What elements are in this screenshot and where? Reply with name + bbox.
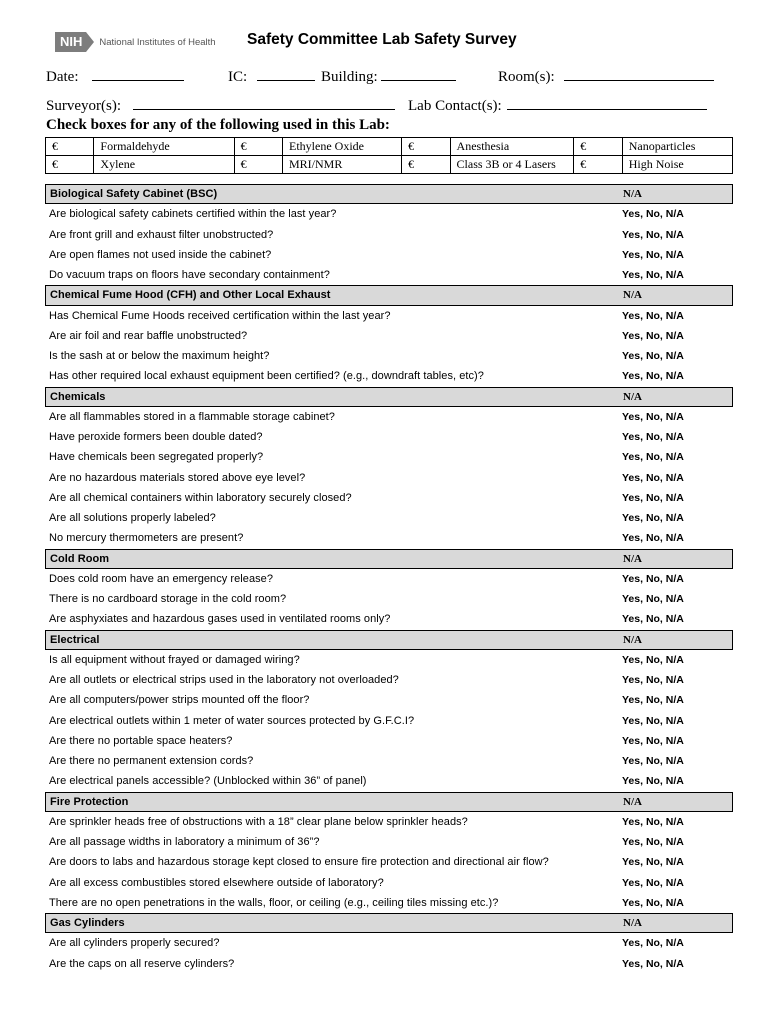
ic-field[interactable] <box>228 68 315 86</box>
checkbox-label: MRI/NMR <box>283 156 402 174</box>
question-text: There is no cardboard storage in the cold room? <box>49 593 287 605</box>
question-row <box>45 832 733 852</box>
question-text: Are all solutions properly labeled? <box>49 512 216 524</box>
answer-options[interactable]: Yes, No, N/A <box>622 714 684 727</box>
checkbox-row <box>46 138 733 156</box>
section-na-option[interactable]: N/A <box>623 917 642 929</box>
question-row <box>45 528 733 548</box>
building-blank[interactable] <box>381 68 456 81</box>
answer-options[interactable]: Yes, No, N/A <box>622 896 684 909</box>
checkbox-label: High Noise <box>622 156 732 174</box>
page-title: Safety Committee Lab Safety Survey <box>247 31 517 48</box>
question-text: Are electrical outlets within 1 meter of water sources protected by G.F.C.I? <box>49 714 415 727</box>
question-text: Are all outlets or electrical strips used in the laboratory not overloaded? <box>49 674 399 686</box>
section-na-option[interactable]: N/A <box>623 633 642 646</box>
nih-logo <box>55 31 216 53</box>
ic-blank[interactable] <box>257 68 315 81</box>
question-row <box>45 609 733 629</box>
question-text: Are no hazardous materials stored above eye level? <box>49 471 306 484</box>
lab-contacts-field[interactable] <box>408 97 707 115</box>
section-header <box>45 387 733 407</box>
question-text: Are there no portable space heaters? <box>49 734 233 747</box>
question-text: Does cold room have an emergency release? <box>49 572 274 585</box>
checkbox[interactable]: € <box>402 138 450 156</box>
answer-options[interactable]: Yes, No, N/A <box>622 410 684 423</box>
question-row <box>45 731 733 751</box>
question-row <box>45 852 733 872</box>
checkbox-label: Ethylene Oxide <box>283 138 402 156</box>
answer-options[interactable]: Yes, No, N/A <box>622 451 684 464</box>
question-row <box>45 366 733 386</box>
question-text: Are all computers/power strips mounted off the floor? <box>49 694 310 707</box>
checkbox[interactable]: € <box>46 138 94 156</box>
section-header <box>45 792 733 812</box>
building-label: Building: <box>321 69 378 85</box>
question-text: Have chemicals been segregated properly? <box>49 451 264 464</box>
answer-options[interactable]: Yes, No, N/A <box>622 491 684 504</box>
answer-options[interactable]: Yes, No, N/A <box>622 370 684 383</box>
answer-options[interactable]: Yes, No, N/A <box>622 937 684 950</box>
question-text: Have peroxide formers been double dated? <box>49 431 263 443</box>
section-header <box>45 549 733 569</box>
rooms-field[interactable] <box>498 68 714 86</box>
question-text: There are no open penetrations in the walls, floor, or ceiling (e.g., ceiling tiles missing etc.)? <box>49 896 499 909</box>
answer-options[interactable]: Yes, No, N/A <box>622 572 684 585</box>
section-na-option[interactable]: N/A <box>623 552 642 565</box>
question-row <box>45 771 733 791</box>
date-blank[interactable] <box>92 68 184 81</box>
question-row <box>45 306 733 326</box>
question-text: Is all equipment without frayed or damaged wiring? <box>49 653 300 666</box>
answer-options[interactable]: Yes, No, N/A <box>622 836 684 848</box>
question-text: Are all excess combustibles stored elsewhere outside of laboratory? <box>49 876 384 889</box>
answer-options[interactable]: Yes, No, N/A <box>622 350 684 362</box>
survey-table <box>45 184 733 974</box>
question-row <box>45 873 733 893</box>
question-row <box>45 508 733 528</box>
checkbox-label: Anesthesia <box>450 138 574 156</box>
lab-contacts-blank[interactable] <box>507 97 707 110</box>
section-header <box>45 184 733 204</box>
question-row <box>45 954 733 974</box>
question-row <box>45 569 733 589</box>
answer-options[interactable]: Yes, No, N/A <box>622 815 684 828</box>
date-field[interactable] <box>46 68 184 86</box>
section-na-option[interactable]: N/A <box>623 289 642 302</box>
question-row <box>45 245 733 265</box>
question-row <box>45 225 733 245</box>
checkbox-label: Formaldehyde <box>94 138 234 156</box>
checkbox[interactable]: € <box>402 156 450 174</box>
rooms-blank[interactable] <box>564 68 714 81</box>
section-title: Fire Protection <box>50 795 129 808</box>
surveyors-blank[interactable] <box>133 97 395 110</box>
question-row <box>45 447 733 467</box>
question-row <box>45 933 733 953</box>
answer-options[interactable]: Yes, No, N/A <box>622 329 684 342</box>
checkbox-label: Xylene <box>94 156 234 174</box>
checkbox-label: Class 3B or 4 Lasers <box>450 156 574 174</box>
question-row <box>45 265 733 285</box>
checkbox-label: Nanoparticles <box>622 138 732 156</box>
question-row <box>45 326 733 346</box>
question-row <box>45 670 733 690</box>
checkbox-heading: Check boxes for any of the following used in this Lab: <box>46 117 390 133</box>
answer-options[interactable]: Yes, No, N/A <box>622 613 684 626</box>
checkbox[interactable]: € <box>574 138 622 156</box>
section-title: Biological Safety Cabinet (BSC) <box>50 188 218 200</box>
question-text: Are all cylinders properly secured? <box>49 937 220 950</box>
question-text: Are air foil and rear baffle unobstructed? <box>49 329 248 342</box>
question-row <box>45 589 733 609</box>
question-text: Are electrical panels accessible? (Unblocked within 36” of panel) <box>49 775 367 788</box>
answer-options[interactable]: Yes, No, N/A <box>622 208 684 221</box>
answer-options[interactable]: Yes, No, N/A <box>622 471 684 484</box>
question-text: Is the sash at or below the maximum height? <box>49 350 270 362</box>
date-label: Date: <box>46 69 79 85</box>
answer-options[interactable]: Yes, No, N/A <box>622 532 684 545</box>
section-header <box>45 285 733 305</box>
answer-options[interactable]: Yes, No, N/A <box>622 431 684 443</box>
answer-options[interactable]: Yes, No, N/A <box>622 269 684 281</box>
answer-options[interactable]: Yes, No, N/A <box>622 593 684 605</box>
section-title: Gas Cylinders <box>50 917 125 929</box>
lab-contacts-label: Lab Contact(s): <box>408 98 502 114</box>
section-title: Electrical <box>50 633 100 646</box>
question-text: Are there no permanent extension cords? <box>49 755 254 767</box>
answer-options[interactable]: Yes, No, N/A <box>622 856 684 869</box>
checkbox-row <box>46 156 733 174</box>
question-row <box>45 204 733 224</box>
nih-logo-mark: NIH <box>55 32 86 52</box>
question-text: Are sprinkler heads free of obstructions with a 18” clear plane below sprinkler heads? <box>49 815 468 828</box>
question-row <box>45 690 733 710</box>
answer-options[interactable]: Yes, No, N/A <box>622 309 684 322</box>
question-row <box>45 346 733 366</box>
section-header <box>45 630 733 650</box>
question-text: Are the caps on all reserve cylinders? <box>49 957 235 970</box>
section-title: Chemicals <box>50 390 106 403</box>
answer-options[interactable]: Yes, No, N/A <box>622 694 684 707</box>
question-row <box>45 427 733 447</box>
question-row <box>45 407 733 427</box>
section-na-option[interactable]: N/A <box>623 188 642 200</box>
question-row <box>45 488 733 508</box>
checkbox[interactable]: € <box>234 138 282 156</box>
section-title: Cold Room <box>50 552 110 565</box>
question-text: Are all flammables stored in a flammable storage cabinet? <box>49 410 335 423</box>
answer-options[interactable]: Yes, No, N/A <box>622 653 684 666</box>
ic-label: IC: <box>228 69 248 85</box>
question-text: No mercury thermometers are present? <box>49 532 244 545</box>
question-row <box>45 650 733 670</box>
section-header <box>45 913 733 933</box>
question-text: Are biological safety cabinets certified within the last year? <box>49 208 337 221</box>
question-text: Are open flames not used inside the cabinet? <box>49 248 272 261</box>
section-title: Chemical Fume Hood (CFH) and Other Local Exhaust <box>50 289 331 302</box>
checkbox[interactable]: € <box>46 156 94 174</box>
answer-options[interactable]: Yes, No, N/A <box>622 876 684 889</box>
answer-options[interactable]: Yes, No, N/A <box>622 248 684 261</box>
question-text: Do vacuum traps on floors have secondary containment? <box>49 269 330 281</box>
section-na-option[interactable]: N/A <box>623 795 642 808</box>
chevron-icon <box>86 32 94 52</box>
question-text: Are all chemical containers within laboratory securely closed? <box>49 491 352 504</box>
answer-options[interactable]: Yes, No, N/A <box>622 957 684 970</box>
question-row <box>45 468 733 488</box>
question-row <box>45 812 733 832</box>
hazard-checkbox-table <box>45 137 733 174</box>
section-na-option[interactable]: N/A <box>623 390 642 403</box>
answer-options[interactable]: Yes, No, N/A <box>622 228 684 241</box>
building-field[interactable] <box>321 68 456 86</box>
surveyors-field[interactable] <box>46 97 395 115</box>
question-text: Are all passage widths in laboratory a minimum of 36”? <box>49 836 320 848</box>
rooms-label: Room(s): <box>498 69 555 85</box>
question-text: Has other required local exhaust equipment been certified? (e.g., downdraft tables, etc)? <box>49 370 484 383</box>
question-row <box>45 751 733 771</box>
question-text: Has Chemical Fume Hoods received certification within the last year? <box>49 309 391 322</box>
question-text: Are front grill and exhaust filter unobstructed? <box>49 228 274 241</box>
question-row <box>45 893 733 913</box>
surveyors-label: Surveyor(s): <box>46 98 121 114</box>
checkbox[interactable]: € <box>574 156 622 174</box>
question-row <box>45 711 733 731</box>
answer-options[interactable]: Yes, No, N/A <box>622 674 684 686</box>
answer-options[interactable]: Yes, No, N/A <box>622 775 684 788</box>
question-text: Are asphyxiates and hazardous gases used in ventilated rooms only? <box>49 613 391 626</box>
nih-org-name: National Institutes of Health <box>99 36 216 48</box>
answer-options[interactable]: Yes, No, N/A <box>622 512 684 524</box>
answer-options[interactable]: Yes, No, N/A <box>622 755 684 767</box>
answer-options[interactable]: Yes, No, N/A <box>622 734 684 747</box>
checkbox[interactable]: € <box>234 156 282 174</box>
question-text: Are doors to labs and hazardous storage kept closed to ensure fire protection and directional air flow? <box>49 856 549 869</box>
